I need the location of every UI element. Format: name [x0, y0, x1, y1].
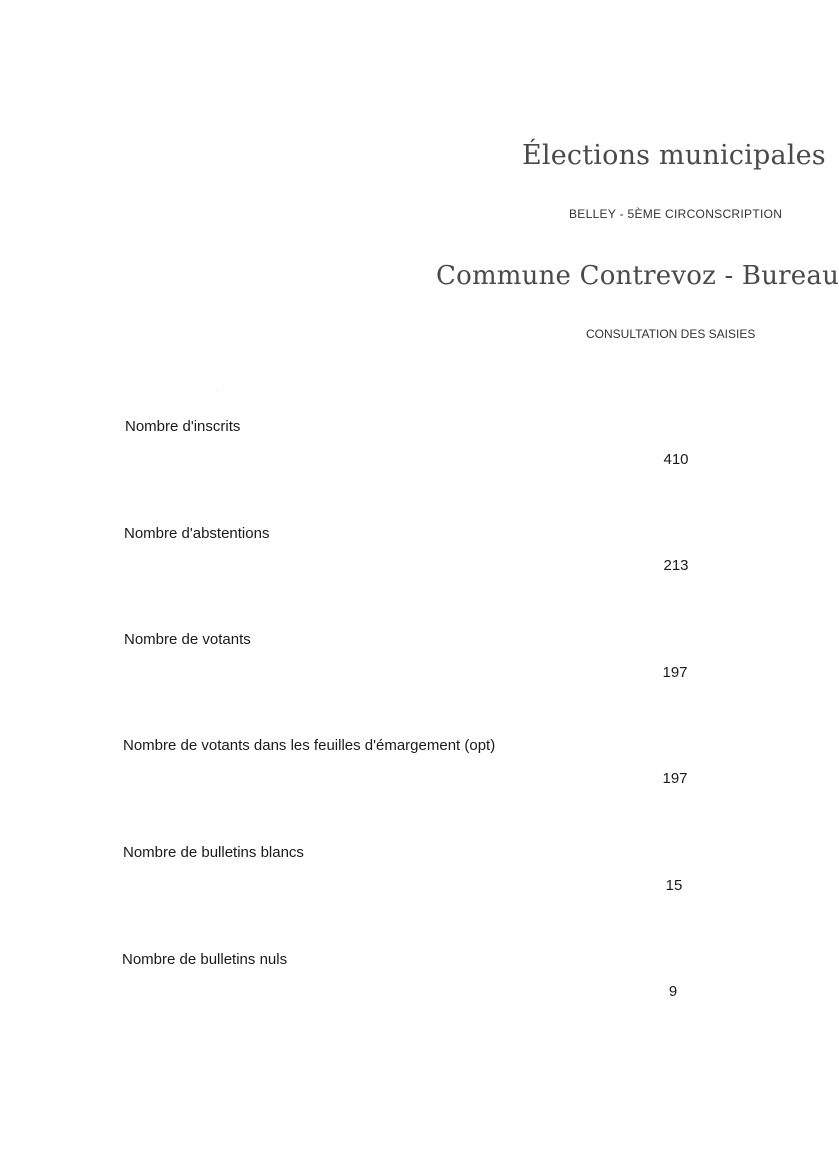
stat-value-abstentions: 213: [663, 557, 689, 574]
stat-value-votants-emargement: 197: [662, 770, 688, 787]
stat-value-votants: 197: [662, 664, 688, 681]
stat-label-votants-emargement: Nombre de votants dans les feuilles d'émargement (opt): [123, 737, 496, 754]
stat-label-nuls: Nombre de bulletins nuls: [122, 951, 288, 968]
stat-value-inscrits: 410: [663, 451, 689, 468]
circonscription-subtitle: BELLEY - 5ÈME CIRCONSCRIPTION: [569, 207, 783, 221]
election-title-container: [0, 140, 826, 182]
stat-label-inscrits: Nombre d'inscrits: [125, 418, 241, 435]
stat-value-nuls: 9: [668, 983, 678, 1000]
stat-label-votants: Nombre de votants: [124, 631, 251, 648]
commune-title-container: [0, 261, 839, 301]
stat-label-blancs: Nombre de bulletins blancs: [123, 844, 304, 861]
stat-label-abstentions: Nombre d'abstentions: [124, 525, 270, 542]
scan-speck: ·: [216, 388, 218, 394]
election-title: Élections municipales: [522, 140, 826, 171]
stat-value-blancs: 15: [665, 877, 683, 894]
section-heading: CONSULTATION DES SAISIES: [586, 327, 756, 341]
commune-title: Commune Contrevoz - Bureau: [436, 261, 839, 291]
